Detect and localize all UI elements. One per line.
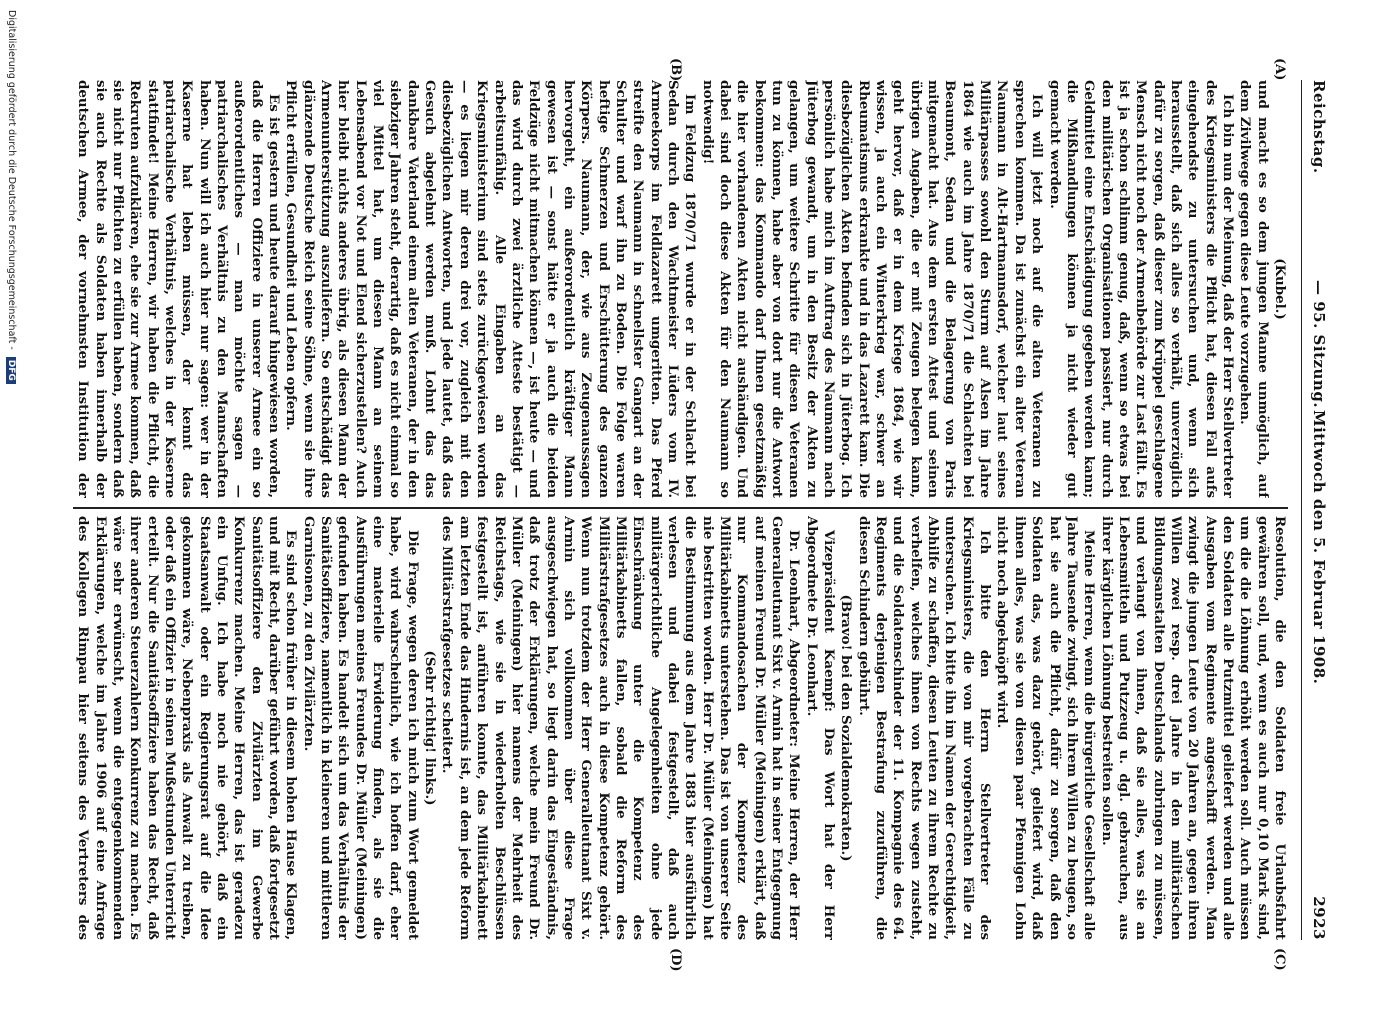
margin-marker-d: (D): [668, 948, 683, 972]
paragraph: Es sind schon früher in diesem hohen Hause Klagen, und mit Recht, darüber geführt worden, daß fortgesetzt Sanitätsoffiziere den Zivilärzten im Gewerbe Konkurrenz machen. Meine Herren, das ist geradezu ein Unfug. Ich habe noch nie gehört, daß ein Staatsanwalt oder ein Regierungsrat auf die Idee gekommen wäre, Nebenpraxis als Anwalt zu treiben, oder daß ein Offizier in seinen Mußestunden Unterricht erteilt. Nur die Sanitätsoffiziere haben das Recht, daß ihrer anderen Steuerzahlern Konkurrenz zu machen. Es wäre sehr erwünscht, wenn die entgegenkommenden Erklärungen, welche im Jahre 1906 auf eine Anfrage des Kollegen Rimpau hier seitens des Vertreters des: [75, 516, 300, 940]
paragraph: Ich bitte den Herrn Stellvertreter des Kriegsministers, die von mir vorgebrachten Fälle zu untersuchen. Ich bitte ihn im Namen der Gerechtigkeit, Abhilfe zu schaffen, diesen Leuten zu ihrem Rechte zu verhelfen, welches ihnen von Rechts wegen zusteht, und die Soldatenschinder der 11. Kompagnie des 64. Regiments derjenigen Bestrafung zuzuführen, die diesen Schindern gebührt.: [855, 516, 994, 940]
footer-text: Digitalisierung gefördert durch die Deutsche Forschungsgemeinschaft -: [6, 10, 17, 350]
paragraph: und macht es so dem jungen Manne unmöglich, auf dem Zivilwege gegen diese Leute vorzugehen.: [1237, 80, 1271, 498]
page-header: [1301, 80, 1328, 940]
page-number: 2923: [1310, 896, 1328, 940]
paragraph: Ich will jetzt noch auf die alten Veteranen zu sprechen kommen. Da ist zunächst ein alter Veteran Naumann in Alt-Hartmannsdorf, welcher laut seines Militärpasses sowohl den Sturm auf Alsen im Jahre 1864 wie auch im Jahre 1870/71 die Schlachten bei Beaumont, Sedan und die Belagerung von Paris mitgemacht hat. Aus dem ersten Attest und seinen übrigen Angaben, die er mit Zeugen belegen kann, geht hervor, daß er in dem Kriege 1864, wie wir wissen, ja auch ein Winterkrieg war, schwer an Rheumatismus erkrankte und in das Lazarett kam. Die diesbezüglichen Akten befinden sich in Jüterbog. Ich persönlich habe mich im Auftrag des Naumann nach Jüterbog gewandt, um in den Besitz der Akten zu gelangen, um weitere Schritte für diesen Veteranen tun zu können, habe aber von dort nur die Antwort bekommen: das Kommando darf Ihnen gesetzmäßig die hier vorhandenen Akten nicht aushändigen. Und dabei sind doch diese Akten für den Naumann so notwendig!: [699, 80, 1046, 498]
left-column: [73, 80, 1288, 498]
header-session: — 95. Sitzung.: [1310, 280, 1328, 409]
paragraph: Dr. Leonhart, Abgeordneter: Meine Herren, der Herr Generalleutnant Sixt v. Armin hat in seiner Entgegnung auf meinen Freund Dr. Müller (Meiningen) erklärt, daß nur Kommandosachen der Kompetenz des Militärkabinetts unterstehen. Das ist von unserer Seite nie bestritten worden. Herr Dr. Müller (Meiningen) hat die Bestimmung aus dem Jahre 1883 hier ausführlich verlesen und dabei festgestellt, daß auch militärgerichtliche Angelegenheiten ohne jede Einschränkung unter die Kompetenz des Militärkabinetts fallen, sobald die Reform des Militärstrafgesetzes auch in diese Kompetenz gehört. Wenn nun trotzdem der Herr Generalleutnant Sixt v. Armin sich vollkommen über diese Frage ausgeschwiegen hat, so liegt darin das Eingeständnis, daß trotz der Erklärungen, welche mein Freund Dr. Müller (Meiningen) hier namens der Mehrheit des Reichstags, wie sie in wiederholten Beschlüssen festgestellt ist, anführen konnte, das Militärkabinett am letzten Ende das Hindernis ist, an dem jede Reform des Militärstrafgesetzes scheitert.: [439, 516, 803, 940]
paragraph: Meine Herren, wenn die bürgerliche Gesellschaft alle Jahre Tausende zwingt, sich ihrem Willen zu beugen, so hat sie auch die Pflicht, dafür zu sorgen, daß den Soldaten das, was dazu gehört, geliefert wird, daß ihnen alles, was sie von diesen paar Pfennigen Lohn nicht noch abgeknöpft wird.: [994, 516, 1098, 940]
dfg-logo: DFG: [6, 357, 16, 384]
column-divider: [73, 507, 1288, 509]
margin-marker-a: (A): [1272, 58, 1287, 81]
footer: [6, 0, 17, 1010]
paragraph: Im Feldzug 1870/71 wurde er in der Schlacht bei Sedan durch den Wachtmeister Lüders vom IV. Armeekorps im Feldlazarett umgeritten. Das Pferd streifte den Naumann in schnellster Gangart an der Schulter und warf ihn zu Boden. Die Folge waren heftige Schmerzen und Erschütterung des ganzen Körpers. Naumann, der, wie aus Zeugenaussagen hervorgeht, ein außerordentlich kräftiger Mann gewesen ist — sonst hätte er ja auch die beiden Feldzüge nicht mitmachen können —, ist heute — und das wird durch zwei ärztliche Atteste bestätigt — arbeitsunfähig. Alle Eingaben an das Kriegsministerium sind stets zurückgewiesen worden — es liegen mir deren drei vor, zugleich mit den diesbezüglichen Antworten, und jede lautet, daß das Gesuch abgelehnt werden muß. Lohnt das das dankbare Vaterland einem alten Veteranen, der in den siebziger Jahren steht, derartig, daß es nicht einmal so viel Mittel hat, um diesen Mann an seinem Lebensabend vor Not und Elend sicherzustellen? Auch hier bleibt nichts anderes übrig, als diesen Mann der Armenunterstützung auszuliefern. So entschädigt das glänzende Deutsche Reich seine Söhne, wenn sie ihre Pflicht erfüllen, Gesundheit und Leben opfern.: [283, 80, 699, 498]
paragraph: Ich bin nun der Meinung, daß der Herr Stellvertreter des Kriegsministers die Pflicht hat, diesen Fall aufs eingehendste zu untersuchen und, wenn sich herausstellt, daß sich alles so verhält, unverzüglich dafür zu sorgen, daß dieser zum Krüppel geschlagene Mensch nicht noch der Armenbehörde zur Last fällt. Es ist ja schon schlimm genug, daß, wenn so etwas bei den militärischen Organisationen passiert, nur durch Geldmittel eine Entschädigung gegeben werden kann; die Mißhandlungen können ja nicht wieder gut gemacht werden.: [1046, 80, 1236, 498]
header-date: Mittwoch den 5. Februar 1908.: [1310, 410, 1328, 685]
interjection: (Bravo! bei den Sozialdemokraten.): [838, 594, 855, 862]
paragraph: Es ist gestern und heute darauf hingewiesen worden, daß die Herren Offiziere in unserer Armee ein so außerordentliches — man möchte sagen — patriarchalisches Verhältnis zu den Mannschaften haben. Nun will ich auch hier nur sagen: wer in der Kaserne hat leben müssen, der kennt das patriarchalische Verhältnis, welches in der Kaserne stattfindet! Meine Herren, wir haben die Pflicht, die Rekruten aufzuklären, ehe sie zur Armee kommen, daß sie nicht nur Pflichten zu erfüllen haben, sondern daß sie auch Rechte als Soldaten haben innerhalb der deutschen Armee, der vornehmsten Institution der: [75, 80, 283, 498]
interjection: (Sehr richtig! links.): [422, 650, 439, 806]
paragraph: Die Frage, wegen deren ich mich zum Wort gemeldet habe, wird wahrscheinlich, wie ich hoffen darf, eher eine materielle Erwiderung finden, als sie die Ausführungen meines Freundes Dr. Müller (Meiningen) gefunden haben. Es handelt sich um das Verhältnis der Sanitätsoffiziere, namentlich in kleineren und mittleren Garnisonen, zu den Zivilärzten.: [300, 516, 421, 940]
margin-marker-b: (B): [668, 58, 683, 82]
header-section: Reichstag.: [1310, 80, 1328, 174]
speaker-marker: (Kubel.): [1272, 258, 1288, 320]
paragraph: Vizepräsident Kaempf: Das Wort hat der Herr Abgeordnete Dr. Leonhart.: [803, 516, 838, 940]
paragraph: Resolution, die den Soldaten freie Urlaubsfahrt gewähren soll, und, wenn es auch nur 0,10 Mark sind, um die die Löhnung erhöht werden soll. Auch müssen den Soldaten alle Putzmittel geliefert werden und alle Ausgaben vom Regimente angeschafft werden. Man zwingt die jungen Leute von 20 Jahren an, gegen ihren Willen zwei resp. drei Jahre in den militärischen Bildungsanstalten Deutschlands zubringen zu müssen, und verlangt von ihnen, daß sie alles, was sie an Lebensmitteln und Putzzeug u. dgl. gebrauchen, aus ihrer kärglichen Löhnung bestreiten sollen.: [1098, 516, 1288, 940]
right-column: [73, 516, 1288, 940]
margin-marker-c: (C): [1272, 948, 1287, 971]
